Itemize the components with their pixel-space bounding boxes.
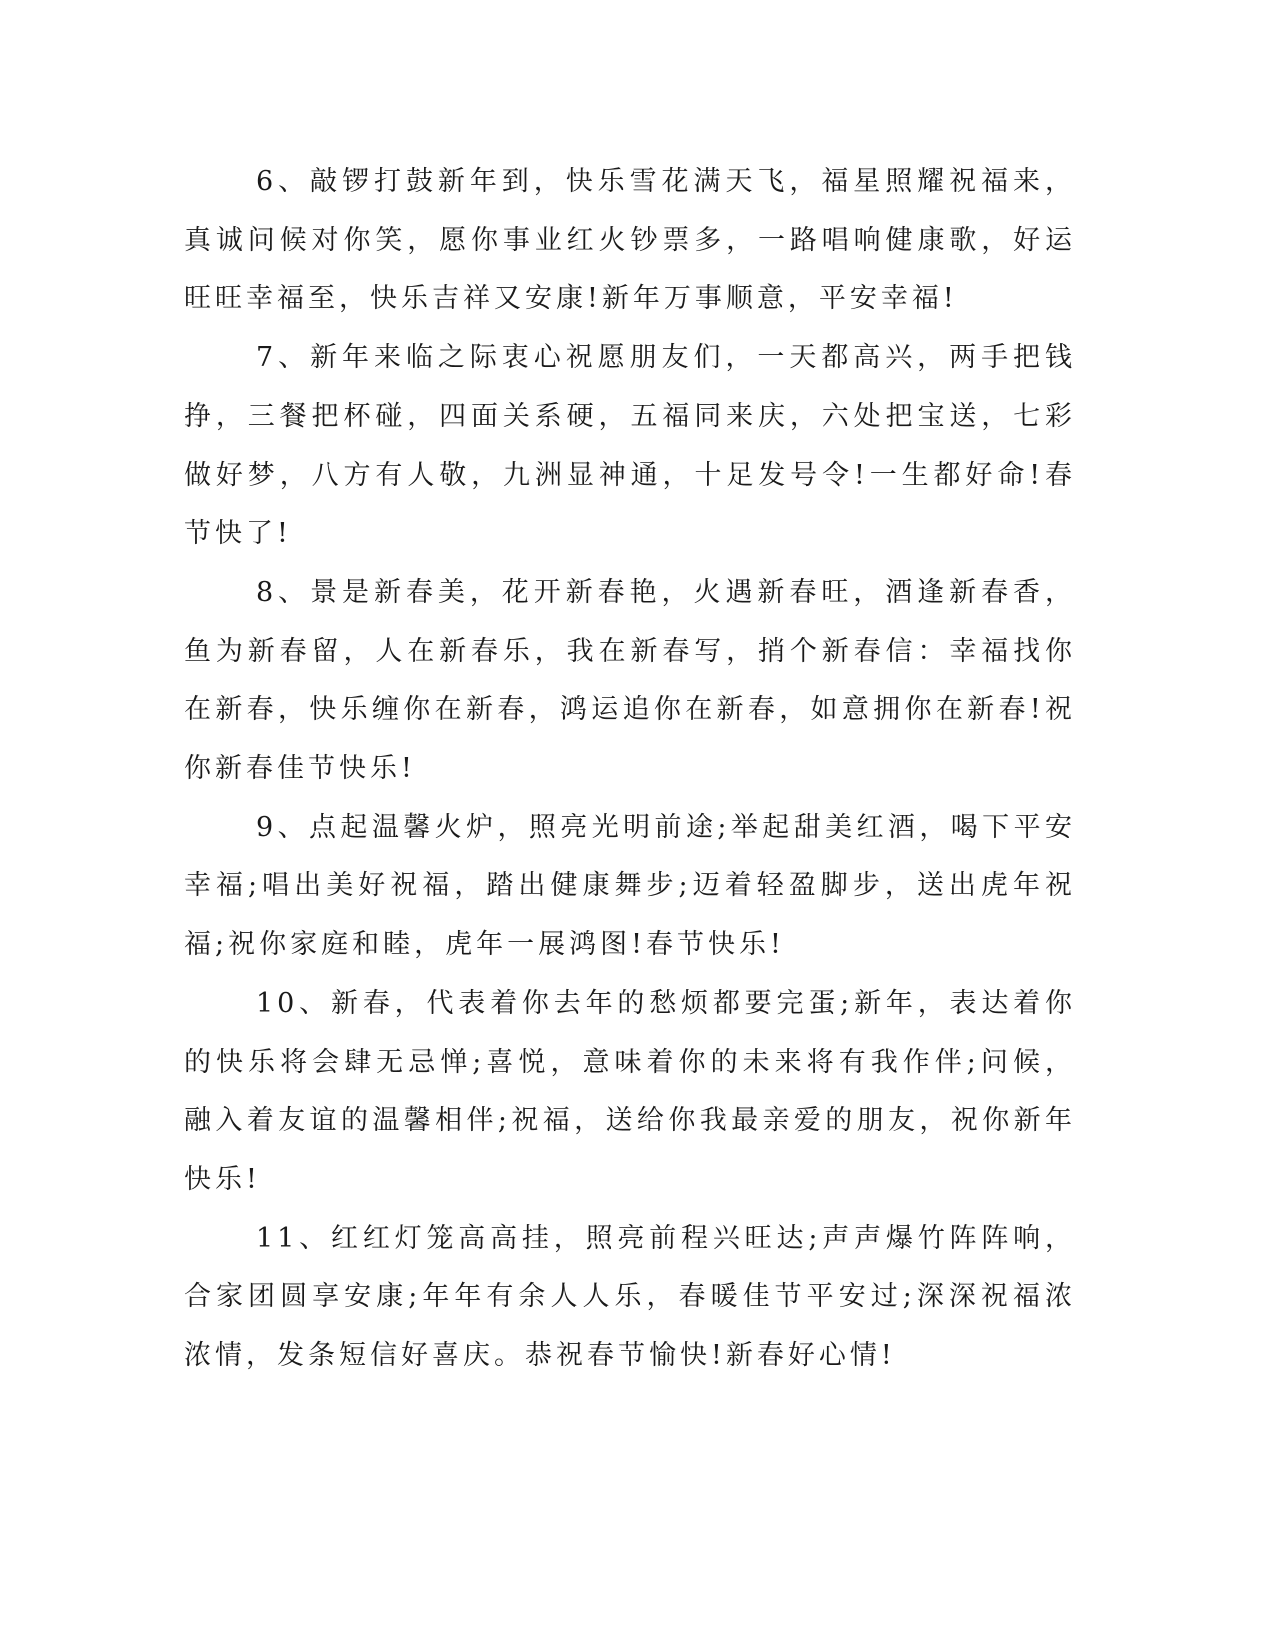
greeting-paragraph-9: 9、点起温馨火炉，照亮光明前途;举起甜美红酒，喝下平安幸福;唱出美好祝福，踏出健康舞步;迈着轻盈脚步，送出虎年祝福;祝你家庭和睦，虎年一展鸿图!春节快乐!: [184, 811, 1076, 961]
document-body: [184, 153, 1076, 1386]
greeting-paragraph-7: 7、新年来临之际衷心祝愿朋友们，一天都高兴，两手把钱挣，三餐把杯碰，四面关系硬，五福同来庆，六处把宝送，七彩做好梦，八方有人敬，九洲显神通，十足发号令!一生都好命!春节快了!: [184, 342, 1076, 550]
greeting-paragraph-10: 10、新春，代表着你去年的愁烦都要完蛋;新年，表达着你的快乐将会肆无忌惮;喜悦，意味着你的未来将有我作伴;问候，融入着友谊的温馨相伴;祝福，送给你我最亲爱的朋友，祝你新年快乐!: [184, 987, 1076, 1195]
greeting-paragraph-6: 6、敲锣打鼓新年到，快乐雪花满天飞，福星照耀祝福来，真诚问候对你笑，愿你事业红火钞票多，一路唱响健康歌，好运旺旺幸福至，快乐吉祥又安康!新年万事顺意，平安幸福!: [184, 166, 1076, 315]
greeting-paragraph-11: 11、红红灯笼高高挂，照亮前程兴旺达;声声爆竹阵阵响，合家团圆享安康;年年有余人人乐，春暖佳节平安过;深深祝福浓浓情，发条短信好喜庆。恭祝春节愉快!新春好心情!: [184, 1222, 1076, 1372]
greeting-paragraph-8: 8、景是新春美，花开新春艳，火遇新春旺，酒逢新春香，鱼为新春留，人在新春乐，我在新春写，捎个新春信：幸福找你在新春，快乐缠你在新春，鸿运追你在新春，如意拥你在新春!祝你新春佳节快乐!: [184, 576, 1076, 785]
